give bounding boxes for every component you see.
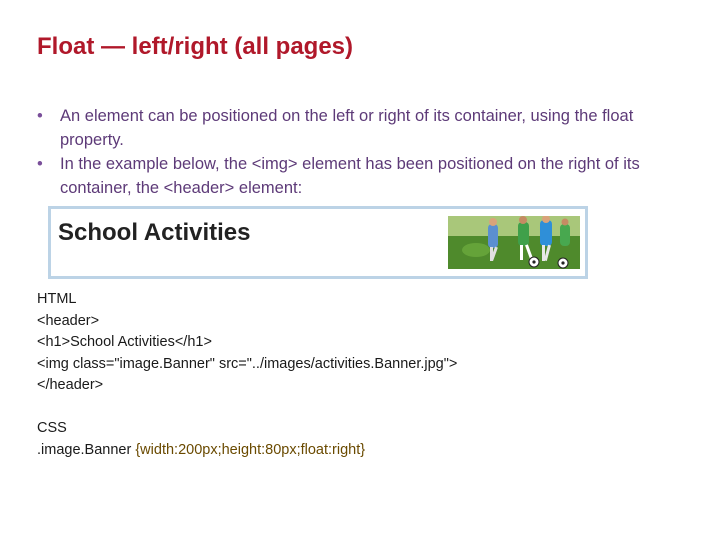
bullet-text: In the example below, the <img> element has been positioned on the right of its container, the <header> element: bbox=[60, 155, 640, 197]
slide-title: Float — left/right (all pages) bbox=[37, 33, 354, 60]
css-label: CSS bbox=[37, 420, 67, 436]
bullet-item bbox=[37, 104, 687, 152]
code-line: <header> bbox=[37, 312, 100, 329]
bullet-list bbox=[37, 104, 687, 200]
bullet-dot-icon: • bbox=[37, 155, 43, 173]
code-line: </header> bbox=[37, 377, 104, 393]
code-line: <img class="image.Banner" src="../images/activities.Banner.jpg"> bbox=[37, 355, 458, 372]
code-line: <h1>School Activities</h1> bbox=[37, 334, 212, 350]
bullet-item bbox=[37, 152, 687, 200]
css-code-block bbox=[37, 418, 365, 461]
example-header-render bbox=[48, 206, 588, 279]
soccer-players-photo-icon bbox=[448, 216, 580, 269]
example-heading: School Activities bbox=[58, 219, 251, 246]
html-label: HTML bbox=[37, 291, 77, 307]
html-code-block bbox=[37, 289, 457, 397]
css-declarations: {width:200px;height:80px;float:right} bbox=[135, 441, 366, 458]
css-rule bbox=[37, 440, 365, 462]
bullet-text: An element can be positioned on the left or right of its container, using the float property. bbox=[60, 107, 634, 149]
banner-image bbox=[448, 216, 580, 269]
bullet-dot-icon: • bbox=[37, 107, 43, 125]
css-selector: .image.Banner bbox=[37, 441, 136, 458]
